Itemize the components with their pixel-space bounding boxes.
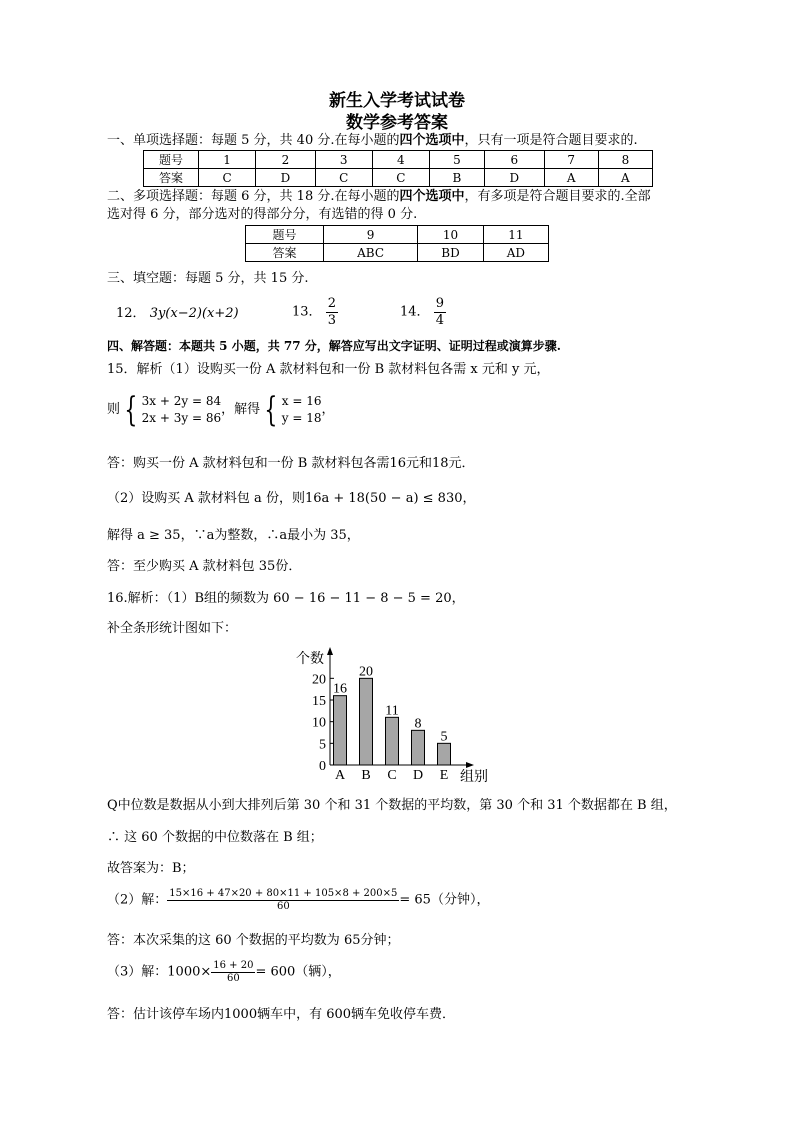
section4-heading: 四、解答题：本题共 5 小题，共 77 分，解答应写出文字证明、证明过程或演算步骤. [107, 339, 561, 353]
table-cell-number: 6 [484, 151, 544, 169]
q12-label: 12． [116, 306, 146, 321]
q16-line2: 补全条形统计图如下： [107, 621, 238, 636]
table-cell-number: 8 [598, 151, 652, 169]
q15-eq1: 3x + 2y = 84 [141, 394, 222, 408]
table-header-label: 题号 [246, 226, 324, 244]
q15-part2: （2）设购买 A 款材料包 a 份，则16a + 18(50 − a) ≤ 830， [107, 491, 476, 506]
table-cell-answer: A [598, 169, 652, 187]
section1-heading-post: ，只有一项是符合题目要求的. [464, 133, 638, 148]
q16-part3-pre: （3）解：1000× [107, 964, 212, 980]
q15-end: ， [321, 402, 335, 417]
q15-system [107, 390, 335, 430]
section2-heading-pre: 二、多项选择题：每题 6 分，共 18 分.在每小题的 [107, 189, 400, 204]
q13-numerator: 2 [327, 296, 336, 311]
table-answer-label: 答案 [246, 244, 324, 262]
table-cell-answer: A [544, 169, 598, 187]
table-answer-label: 答案 [144, 169, 199, 187]
y-tick-label: 20 [312, 672, 326, 688]
x-tick-label: A [334, 768, 346, 783]
table-cell-answer: C [199, 169, 256, 187]
section2-answer-table [245, 225, 549, 262]
table-cell-number: 3 [315, 151, 372, 169]
bar-C [386, 717, 399, 765]
section1-heading-bold: 四个选项中 [399, 133, 465, 148]
y-axis-label: 个数 [296, 652, 324, 667]
section1-heading-pre: 一、单项选择题：每题 5 分，共 40 分.在每小题的 [107, 133, 400, 148]
x-axis-arrow-icon [466, 762, 474, 768]
y-tick-label: 15 [312, 694, 326, 709]
y-tick-label: 5 [319, 737, 326, 753]
q16-answer3: 答：估计该停车场内1000辆车中，有 600辆车免收停车费． [107, 1007, 456, 1022]
table-cell-answer: AD [483, 244, 548, 262]
q16-part2-denominator: 60 [276, 901, 290, 912]
q16-answer2: 答：本次采集的这 60 个数据的平均数为 65分钟； [107, 933, 400, 948]
x-axis-label: 组别 [460, 770, 488, 785]
section3-heading: 三、填空题：每题 5 分，共 15 分. [107, 271, 309, 286]
q16-median-line2: ∴ 这 60 个数据的中位数落在 B 组； [107, 830, 323, 845]
q15-sol1: x = 16 [281, 394, 322, 408]
section2-heading-post: ，有多项是符合题目要求的.全部 [464, 189, 651, 204]
section2-heading-bold: 四个选项中 [399, 189, 465, 204]
bar-chart [282, 645, 512, 785]
table-cell-number: 7 [544, 151, 598, 169]
section1-heading [107, 132, 638, 150]
y-tick-label: 0 [319, 759, 326, 774]
bar-value-label: 20 [359, 664, 373, 680]
q16-median-line1: Q中位数是数据从小到大排列后第 30 个和 31 个数据的平均数，第 30 个和 31 个数据都在 B 组， [107, 798, 677, 813]
brace-icon: { [264, 390, 278, 430]
x-tick-label: D [412, 768, 424, 783]
brace-icon: { [124, 390, 138, 430]
q12 [116, 305, 239, 323]
q15-then: 则 [107, 402, 121, 417]
q14-numerator: 9 [435, 296, 444, 311]
q16-part2 [107, 888, 489, 913]
q15-line1: 15．解析（1）设购买一份 A 款材料包和一份 B 款材料包各需 x 元和 y 元， [107, 362, 550, 377]
section2-heading-line1 [107, 188, 651, 206]
table-header-label: 题号 [144, 151, 199, 169]
bar-A [334, 696, 347, 765]
q14-label: 14． [400, 304, 430, 320]
section1-answer-table [143, 150, 653, 187]
section2-heading-line2: 选对得 6 分，部分选对的得部分分，有选错的得 0 分. [107, 207, 418, 222]
x-tick-label: E [439, 768, 449, 783]
table-cell-answer: C [315, 169, 372, 187]
page-subtitle: 数学参考答案 [346, 113, 448, 133]
q16-part3-denominator: 60 [226, 973, 240, 984]
bar-value-label: 5 [440, 729, 448, 745]
q13 [292, 296, 338, 329]
table-cell-number: 2 [256, 151, 316, 169]
bar-B [360, 678, 373, 765]
q16-part3-numerator: 16 + 20 [213, 960, 254, 971]
table-cell-answer: BD [418, 244, 484, 262]
q12-answer: 3y(x−2)(x+2) [149, 306, 239, 321]
q15-eq2: 2x + 3y = 86 [141, 411, 222, 425]
bar-E [438, 743, 451, 765]
table-cell-answer: C [372, 169, 429, 187]
table-cell-number: 11 [483, 226, 548, 244]
q16-part3-post: = 600（辆）， [255, 964, 341, 980]
bar-value-label: 8 [414, 716, 422, 732]
q14 [400, 296, 446, 329]
q14-denominator: 4 [435, 313, 444, 328]
q15-answer2: 答：至少购买 A 款材料包 35份． [107, 559, 302, 574]
y-tick-label: 10 [312, 715, 326, 731]
table-cell-number: 10 [418, 226, 484, 244]
q16-part2-numerator: 15×16 + 47×20 + 80×11 + 105×8 + 200×5 [169, 888, 398, 899]
q13-denominator: 3 [327, 313, 336, 328]
q16-part2-post: = 65（分钟）， [399, 892, 490, 908]
bar-D [412, 730, 425, 765]
q15-solve-label: ，解得 [221, 402, 261, 417]
q13-label: 13． [292, 304, 322, 320]
bar-value-label: 11 [385, 703, 399, 719]
table-cell-number: 4 [372, 151, 429, 169]
x-tick-label: C [387, 768, 397, 783]
bar-value-label: 16 [333, 681, 347, 697]
table-cell-answer: B [429, 169, 484, 187]
x-tick-label: B [361, 768, 371, 783]
q15-sol2: y = 18 [281, 411, 322, 425]
table-cell-answer: D [484, 169, 544, 187]
q16-line1: 16.解析：（1）B组的频数为 60 − 16 − 11 − 8 − 5 = 20， [107, 591, 465, 606]
table-cell-answer: D [256, 169, 316, 187]
table-cell-number: 1 [199, 151, 256, 169]
page-title: 新生入学考试试卷 [329, 91, 465, 111]
q16-part2-pre: （2）解： [107, 892, 168, 908]
y-axis-arrow-icon [327, 647, 333, 655]
table-cell-number: 5 [429, 151, 484, 169]
table-cell-number: 9 [324, 226, 418, 244]
q15-solve2: 解得 a ≥ 35，∵a为整数，∴a最小为 35， [107, 528, 360, 543]
q16-part3 [107, 960, 341, 985]
q16-answer-b: 故答案为：B； [107, 861, 195, 876]
table-cell-answer: ABC [324, 244, 418, 262]
q15-answer1: 答：购买一份 A 款材料包和一份 B 款材料包各需16元和18元． [107, 456, 475, 471]
